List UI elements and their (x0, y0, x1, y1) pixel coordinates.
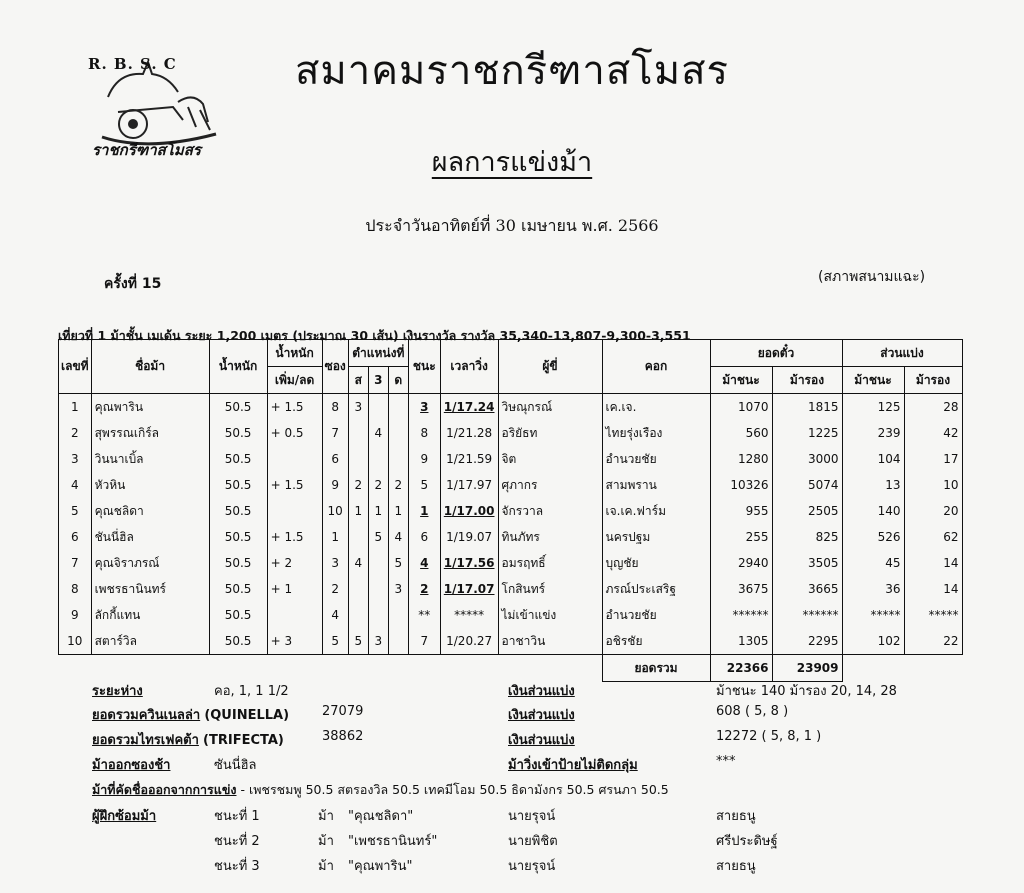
cell-p1: 1 (348, 498, 368, 524)
cell-p3 (388, 394, 408, 421)
col-time: เวลาวิ่ง (440, 340, 498, 394)
cell-p3: 4 (388, 524, 408, 550)
out-group-label: ม้าวิ่งเข้าป้ายไม่ติดกลุ่ม (508, 758, 638, 773)
cell-stable: อำนวยชัย (602, 446, 710, 472)
total-label: ยอดรวม (602, 655, 710, 682)
trainer-horse: "เพชรธานินทร์" (348, 834, 438, 849)
cell-time: 1/20.27 (440, 628, 498, 655)
cell-jockey: ศุภากร (498, 472, 602, 498)
col-pos-2: 3 (368, 367, 388, 394)
slow-start-label: ม้าออกซองช้า (92, 758, 171, 773)
col-no: เลขที่ (59, 340, 92, 394)
quinella-label: ยอดรวมควินเนลล่า (QUINELLA) (92, 708, 290, 723)
col-extra-sub: เพิ่ม/ลด (267, 367, 322, 394)
cell-jockey: อาชาวิน (498, 628, 602, 655)
cell-no: 4 (59, 472, 92, 498)
cell-time: 1/19.07 (440, 524, 498, 550)
cell-time: ***** (440, 602, 498, 628)
cell-t-place: 3000 (772, 446, 842, 472)
cell-s-place: ***** (904, 602, 962, 628)
cell-s-place: 28 (904, 394, 962, 421)
cell-stable: เค.เจ. (602, 394, 710, 421)
cell-weight: 50.5 (209, 472, 267, 498)
table-row (59, 602, 963, 628)
cell-s-win: 104 (842, 446, 904, 472)
cell-p1 (348, 576, 368, 602)
col-gate: ซอง (322, 340, 348, 394)
col-ticket-place: ม้ารอง (772, 367, 842, 394)
col-stable: คอก (602, 340, 710, 394)
cell-p2: 1 (368, 498, 388, 524)
cell-p1 (348, 602, 368, 628)
cell-s-win: 125 (842, 394, 904, 421)
cell-horse: สุพรรณเกิร์ล (91, 420, 209, 446)
cell-s-win: 45 (842, 550, 904, 576)
cell-extra: + 0.5 (267, 420, 322, 446)
trainer-place: ชนะที่ 2 (214, 834, 260, 849)
payout-label-3: เงินส่วนแบ่ง (508, 733, 575, 748)
cell-jockey: อมรฤทธิ์ (498, 550, 602, 576)
cell-horse: คุณพาริน (91, 394, 209, 421)
cell-p3 (388, 446, 408, 472)
cell-horse: ลักกี้แทน (91, 602, 209, 628)
cell-time: 1/17.24 (440, 394, 498, 421)
cell-t-place: 2505 (772, 498, 842, 524)
cell-p2 (368, 446, 388, 472)
cell-t-place: 1225 (772, 420, 842, 446)
col-pos-1: ส (348, 367, 368, 394)
cell-p1: 4 (348, 550, 368, 576)
table-row (59, 550, 963, 576)
trainer-trainer: นายรุจน์ (508, 809, 556, 824)
cell-stable: บุญชัย (602, 550, 710, 576)
cell-p2: 3 (368, 628, 388, 655)
cell-s-place: 14 (904, 576, 962, 602)
distance-label: ระยะห่าง (92, 684, 143, 699)
cell-jockey: ไม่เข้าแข่ง (498, 602, 602, 628)
trainer-trainer: นายรุจน์ (508, 859, 556, 874)
race-info: เที่ยวที่ 1 ม้าชั้น เมเด้น ระยะ 1,200 เมตร (ประมาณ 30 เส้น) เงินรางวัล รางวัล 35,340-13,807-9,300-3,551 (58, 328, 691, 343)
col-horse: ชื่อม้า (91, 340, 209, 394)
table-row (59, 420, 963, 446)
document-subtitle: ผลการแข่งม้า (431, 147, 593, 178)
cell-stable: อำนวยชัย (602, 602, 710, 628)
cell-horse: คุณจิราภรณ์ (91, 550, 209, 576)
distance-value: คอ, 1, 1 1/2 (214, 684, 289, 699)
cell-weight: 50.5 (209, 498, 267, 524)
cell-t-place: 3665 (772, 576, 842, 602)
cell-weight: 50.5 (209, 550, 267, 576)
cell-gate: 5 (322, 628, 348, 655)
cell-time: 1/21.59 (440, 446, 498, 472)
cell-time: 1/17.56 (440, 550, 498, 576)
cell-no: 9 (59, 602, 92, 628)
cell-no: 2 (59, 420, 92, 446)
cell-win: 9 (408, 446, 440, 472)
cell-horse: ชันนี่ฮิล (91, 524, 209, 550)
cell-t-place: 1815 (772, 394, 842, 421)
race-date: ประจำวันอาทิตย์ที่ 30 เมษายน พ.ศ. 2566 (365, 216, 659, 235)
cell-weight: 50.5 (209, 628, 267, 655)
payout-value-2: 608 ( 5, 8 ) (716, 704, 789, 719)
cell-gate: 9 (322, 472, 348, 498)
cell-t-place: 825 (772, 524, 842, 550)
cell-t-place: ****** (772, 602, 842, 628)
cell-no: 6 (59, 524, 92, 550)
cell-t-win: 1070 (710, 394, 772, 421)
cell-win: 4 (408, 550, 440, 576)
cell-horse: สตาร์วิล (91, 628, 209, 655)
cell-no: 3 (59, 446, 92, 472)
cell-s-place: 17 (904, 446, 962, 472)
cell-weight: 50.5 (209, 602, 267, 628)
cell-extra: + 2 (267, 550, 322, 576)
cell-win: 3 (408, 394, 440, 421)
cell-gate: 1 (322, 524, 348, 550)
cell-no: 1 (59, 394, 92, 421)
trainer-label: ผู้ฝึกซ้อมม้า (92, 809, 157, 824)
cell-t-win: 560 (710, 420, 772, 446)
results-table (58, 339, 963, 682)
cell-gate: 10 (322, 498, 348, 524)
cell-weight: 50.5 (209, 524, 267, 550)
cell-time: 1/21.28 (440, 420, 498, 446)
trainer-owner: ศรีประดิษฐ์ (716, 834, 778, 849)
cell-jockey: ทินภัทร (498, 524, 602, 550)
cell-s-place: 20 (904, 498, 962, 524)
trainer-place: ชนะที่ 1 (214, 809, 260, 824)
cell-s-win: 102 (842, 628, 904, 655)
cell-gate: 6 (322, 446, 348, 472)
col-share-win: ม้าชนะ (842, 367, 904, 394)
cell-p2 (368, 394, 388, 421)
cell-p3 (388, 602, 408, 628)
cell-win: 7 (408, 628, 440, 655)
cell-p2: 4 (368, 420, 388, 446)
cell-horse: วินนาเบิ้ล (91, 446, 209, 472)
cell-weight: 50.5 (209, 394, 267, 421)
cell-s-win: 140 (842, 498, 904, 524)
cell-extra: + 1 (267, 576, 322, 602)
cell-win: 2 (408, 576, 440, 602)
track-condition: (สภาพสนามแฉะ) (818, 269, 926, 285)
cell-s-win: 239 (842, 420, 904, 446)
cell-t-place: 2295 (772, 628, 842, 655)
slow-start-value: ซันนี่ฮิล (214, 758, 257, 773)
table-row (59, 524, 963, 550)
cell-p2 (368, 550, 388, 576)
table-row (59, 472, 963, 498)
payout-label-1: เงินส่วนแบ่ง (508, 684, 575, 699)
cell-jockey: อริยัธท (498, 420, 602, 446)
cell-horse: เพชรธานินทร์ (91, 576, 209, 602)
cell-s-place: 22 (904, 628, 962, 655)
cell-s-place: 42 (904, 420, 962, 446)
cell-t-win: 2940 (710, 550, 772, 576)
col-share-place: ม้ารอง (904, 367, 962, 394)
cell-stable: ภรณ์ประเสริฐ (602, 576, 710, 602)
cell-p1 (348, 524, 368, 550)
cell-p3: 1 (388, 498, 408, 524)
cell-t-win: 10326 (710, 472, 772, 498)
cell-win: 6 (408, 524, 440, 550)
trainer-horse-label: ม้า (318, 809, 334, 824)
cell-t-place: 5074 (772, 472, 842, 498)
cell-win: 5 (408, 472, 440, 498)
cell-gate: 4 (322, 602, 348, 628)
quinella-value: 27079 (322, 704, 364, 719)
cell-no: 5 (59, 498, 92, 524)
trainer-horse: "คุณพาริน" (348, 859, 413, 874)
trainer-horse-label: ม้า (318, 859, 334, 874)
cell-p1: 5 (348, 628, 368, 655)
trainer-trainer: นายพิชิต (508, 834, 558, 849)
cell-extra (267, 498, 322, 524)
col-position: ตำแหน่งที่ (348, 340, 408, 367)
cell-jockey: วิษณุกรณ์ (498, 394, 602, 421)
cell-t-win: 1280 (710, 446, 772, 472)
cell-s-place: 62 (904, 524, 962, 550)
col-win: ชนะ (408, 340, 440, 394)
table-row (59, 446, 963, 472)
cell-stable: นครปฐม (602, 524, 710, 550)
cell-t-win: 255 (710, 524, 772, 550)
cell-s-win: 526 (842, 524, 904, 550)
cell-horse: หัวหิน (91, 472, 209, 498)
cell-p1: 2 (348, 472, 368, 498)
cell-p2 (368, 576, 388, 602)
total-ticket-place: 23909 (772, 655, 842, 682)
cell-s-win: ***** (842, 602, 904, 628)
col-ticket-win: ม้าชนะ (710, 367, 772, 394)
cell-s-win: 13 (842, 472, 904, 498)
table-row (59, 498, 963, 524)
cell-t-win: 3675 (710, 576, 772, 602)
cell-time: 1/17.97 (440, 472, 498, 498)
cell-p2 (368, 602, 388, 628)
trifecta-value: 38862 (322, 729, 364, 744)
cell-p3: 2 (388, 472, 408, 498)
table-row (59, 576, 963, 602)
cell-no: 8 (59, 576, 92, 602)
col-weight: น้ำหนัก (209, 340, 267, 394)
cell-p1 (348, 420, 368, 446)
cell-stable: ไทยรุ่งเรือง (602, 420, 710, 446)
cell-win: ** (408, 602, 440, 628)
cell-s-win: 36 (842, 576, 904, 602)
cell-jockey: จักรวาล (498, 498, 602, 524)
cell-extra: + 1.5 (267, 472, 322, 498)
logo-letters: R. B. S. C (88, 55, 177, 73)
trifecta-label: ยอดรวมไทรเฟคต้า (TRIFECTA) (92, 733, 284, 748)
col-extra: น้ำหนัก (267, 340, 322, 367)
cell-extra: + 1.5 (267, 394, 322, 421)
cell-horse: คุณชลิดา (91, 498, 209, 524)
payout-value-1: ม้าชนะ 140 ม้ารอง 20, 14, 28 (716, 684, 897, 699)
cell-t-win: 955 (710, 498, 772, 524)
payout-label-2: เงินส่วนแบ่ง (508, 708, 575, 723)
cell-gate: 8 (322, 394, 348, 421)
trainer-owner: สายธนู (716, 809, 756, 824)
out-group-value: *** (716, 754, 736, 769)
trainer-horse-label: ม้า (318, 834, 334, 849)
trainer-owner: สายธนู (716, 859, 756, 874)
cell-stable: สามพราน (602, 472, 710, 498)
col-tickets: ยอดตั๋ว (710, 340, 842, 367)
col-jockey: ผู้ขี่ (498, 340, 602, 394)
col-share: ส่วนแบ่ง (842, 340, 962, 367)
cell-extra: + 1.5 (267, 524, 322, 550)
cell-p1 (348, 446, 368, 472)
cell-no: 7 (59, 550, 92, 576)
cell-stable: อชิรชัย (602, 628, 710, 655)
cell-p3 (388, 628, 408, 655)
cell-win: 1 (408, 498, 440, 524)
cell-p1: 3 (348, 394, 368, 421)
col-pos-3: ด (388, 367, 408, 394)
cell-weight: 50.5 (209, 446, 267, 472)
cell-p2: 5 (368, 524, 388, 550)
cell-jockey: โกสินทร์ (498, 576, 602, 602)
trainer-horse: "คุณชลิดา" (348, 809, 414, 824)
cell-no: 10 (59, 628, 92, 655)
cell-jockey: จิต (498, 446, 602, 472)
cell-gate: 7 (322, 420, 348, 446)
cell-s-place: 10 (904, 472, 962, 498)
cell-t-place: 3505 (772, 550, 842, 576)
cell-p2: 2 (368, 472, 388, 498)
cell-t-win: 1305 (710, 628, 772, 655)
logo-caption: ราชกรีฑาสโมสร (92, 141, 201, 159)
cell-extra: + 3 (267, 628, 322, 655)
cell-time: 1/17.00 (440, 498, 498, 524)
cell-stable: เจ.เค.ฟาร์ม (602, 498, 710, 524)
cell-p3: 5 (388, 550, 408, 576)
round-number: ครั้งที่ 15 (104, 276, 162, 292)
cell-weight: 50.5 (209, 576, 267, 602)
table-row (59, 628, 963, 655)
cell-p3 (388, 420, 408, 446)
cell-t-win: ****** (710, 602, 772, 628)
document-title: สมาคมราชกรีฑาสโมสร (295, 48, 729, 94)
cell-extra (267, 446, 322, 472)
trainer-place: ชนะที่ 3 (214, 859, 260, 874)
cell-gate: 3 (322, 550, 348, 576)
cell-p3: 3 (388, 576, 408, 602)
cell-s-place: 14 (904, 550, 962, 576)
cell-extra (267, 602, 322, 628)
cell-weight: 50.5 (209, 420, 267, 446)
payout-value-3: 12272 ( 5, 8, 1 ) (716, 729, 822, 744)
cell-gate: 2 (322, 576, 348, 602)
table-row (59, 394, 963, 421)
total-ticket-win: 22366 (710, 655, 772, 682)
cell-win: 8 (408, 420, 440, 446)
cell-time: 1/17.07 (440, 576, 498, 602)
withdrawn-line: ม้าที่คัดชื่อออกจากการแข่ง - เพชรชมพู 50.5 สตรองวิล 50.5 เทคมีโอม 50.5 ธิดามังกร 50.5 ศรนภา 50.5 (92, 782, 669, 797)
